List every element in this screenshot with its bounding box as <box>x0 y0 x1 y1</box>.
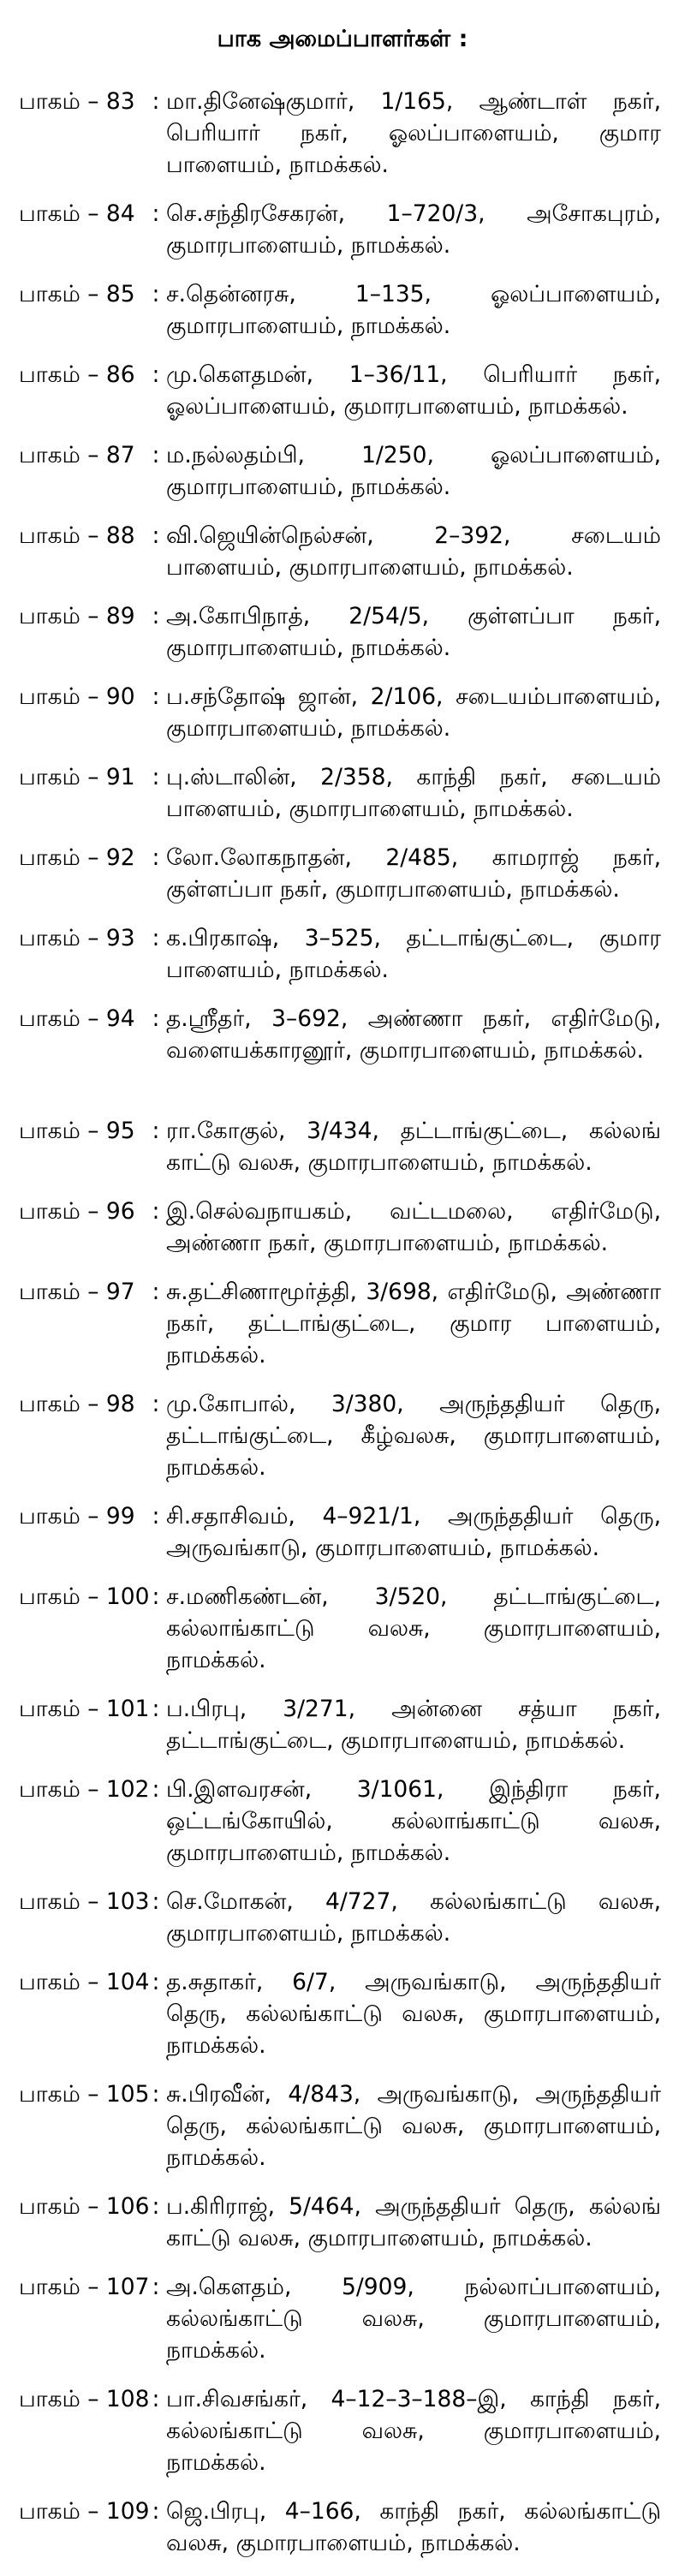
list-item <box>0 1276 685 1388</box>
part-number: பாகம் – 93 <box>19 925 135 951</box>
organizer-address: சி.சதாசிவம், 4–921/1, அருந்ததியர் தெரு, அருவங்காடு, குமாரபாளையம், நாமக்கல். <box>166 1503 661 1561</box>
list-item <box>0 1003 685 1115</box>
list-item <box>0 2271 685 2383</box>
list-item <box>0 1115 685 1196</box>
list-item <box>0 520 685 600</box>
separator-colon: : <box>152 1969 160 1995</box>
list-item <box>0 2078 685 2191</box>
organizer-address: செ.மோகன், 4/727, கல்லங்காட்டு வலசு, குமாரபாளையம், நாமக்கல். <box>166 1888 661 1947</box>
separator-colon: : <box>152 1198 160 1225</box>
part-number: பாகம் – 84 <box>19 200 135 227</box>
part-number: பாகம் – 102 <box>19 1776 150 1803</box>
list-item <box>0 761 685 842</box>
list-item <box>0 198 685 278</box>
organizer-address: சு.பிரவீன், 4/843, அருவங்காடு, அருந்ததியர் தெரு, கல்லங்காட்டு வலசு, குமாரபாளையம், நாமக்கல். <box>166 2081 661 2171</box>
organizer-address: வி.ஜெயின்நெல்சன், 2–392, சடையம் பாளையம், குமாரபாளையம், நாமக்கல். <box>166 522 661 581</box>
part-number: பாகம் – 103 <box>19 1888 150 1915</box>
page-heading: பாக அமைப்பாளர்கள் : <box>217 26 468 52</box>
list-item <box>0 1500 685 1581</box>
list-item <box>0 681 685 761</box>
organizer-address: சு.தட்சிணாமூர்த்தி, 3/698, எதிர்மேடு, அண்ணா நகர், தட்டாங்குட்டை, குமார பாளையம், நாமக்கல். <box>166 1279 661 1368</box>
organizer-address: அ.கோபிநாத், 2/54/5, குள்ளப்பா நகர், குமாரபாளையம், நாமக்கல். <box>166 603 661 661</box>
part-number: பாகம் – 91 <box>19 764 135 790</box>
separator-colon: : <box>152 1279 160 1305</box>
separator-colon: : <box>152 2193 160 2220</box>
part-number: பாகம் – 95 <box>19 1118 135 1144</box>
list-item <box>0 2496 685 2576</box>
separator-colon: : <box>152 1503 160 1530</box>
part-number: பாகம் – 92 <box>19 844 135 871</box>
list-item <box>0 278 685 359</box>
separator-colon: : <box>152 361 160 388</box>
list-item <box>0 1966 685 2078</box>
organizer-address: பா.சிவசங்கர், 4–12–3–188–இ, காந்தி நகர், கல்லங்காட்டு வலசு, குமாரபாளையம், நாமக்கல். <box>166 2386 661 2476</box>
organizer-address: அ.கௌதம், 5/909, நல்லாப்பாளையம், கல்லங்காட்டு வலசு, குமாரபாளையம், நாமக்கல். <box>166 2274 661 2364</box>
organizer-address: ஜெ.பிரபு, 4–166, காந்தி நகர், கல்லங்காட்டு வலசு, குமாரபாளையம், நாமக்கல். <box>166 2498 661 2556</box>
list-item <box>0 1693 685 1774</box>
part-number: பாகம் – 90 <box>19 683 135 710</box>
separator-colon: : <box>152 442 160 468</box>
part-number: பாகம் – 87 <box>19 442 135 468</box>
organizer-address: செ.சந்திரசேகரன், 1–720/3, அசோகபுரம், குமாரபாளையம், நாமக்கல். <box>166 200 661 259</box>
part-number: பாகம் – 99 <box>19 1503 135 1530</box>
separator-colon: : <box>152 1005 160 1032</box>
list-item <box>0 359 685 439</box>
organizer-address: த.சுதாகர், 6/7, அருவங்காடு, அருந்ததியர் தெரு, கல்லங்காட்டு வலசு, குமாரபாளையம், நாமக்கல். <box>166 1969 661 2059</box>
organizer-address: மா.தினேஷ்குமார், 1/165, ஆண்டாள் நகர், பெரியார் நகர், ஓலப்பாளையம், குமார பாளையம், நாமக்கல். <box>166 88 661 178</box>
separator-colon: : <box>152 281 160 307</box>
organizer-address: ப.கிரிராஜ், 5/464, அருந்ததியர் தெரு, கல்லங் காட்டு வலசு, குமாரபாளையம், நாமக்கல். <box>166 2193 661 2251</box>
separator-colon: : <box>152 1118 160 1144</box>
organizer-address: த.ஸ்ரீதர், 3–692, அண்ணா நகர், எதிர்மேடு, வளையக்காரனூர், குமாரபாளையம், நாமக்கல். <box>166 1005 661 1064</box>
separator-colon: : <box>152 925 160 951</box>
separator-colon: : <box>152 764 160 790</box>
list-item <box>0 1388 685 1500</box>
organizer-address: இ.செல்வநாயகம், வட்டமலை, எதிர்மேடு, அண்ணா நகர், குமாரபாளையம், நாமக்கல். <box>166 1198 661 1256</box>
separator-colon: : <box>152 2081 160 2108</box>
part-number: பாகம் – 97 <box>19 1279 135 1305</box>
part-number: பாகம் – 96 <box>19 1198 135 1225</box>
part-number: பாகம் – 88 <box>19 522 135 549</box>
organizer-address: ம.நல்லதம்பி, 1/250, ஓலப்பாளையம், குமாரபாளையம், நாமக்கல். <box>166 442 661 500</box>
organizer-address: மு.கோபால், 3/380, அருந்ததியர் தெரு, தட்டாங்குட்டை, கீழ்வலசு, குமாரபாளையம், நாமக்கல். <box>166 1391 661 1481</box>
separator-colon: : <box>152 1776 160 1803</box>
separator-colon: : <box>152 2274 160 2300</box>
part-number: பாகம் – 104 <box>19 1969 150 1995</box>
part-number: பாகம் – 86 <box>19 361 135 388</box>
organizer-address: ச.தென்னரசு, 1–135, ஓலப்பாளையம், குமாரபாளையம், நாமக்கல். <box>166 281 661 339</box>
organizer-address: லோ.லோகநாதன், 2/485, காமராஜ் நகர், குள்ளப்பா நகர், குமாரபாளையம், நாமக்கல். <box>166 844 661 903</box>
part-number: பாகம் – 89 <box>19 603 135 629</box>
list-item <box>0 86 685 198</box>
separator-colon: : <box>152 2498 160 2525</box>
part-number: பாகம் – 98 <box>19 1391 135 1417</box>
part-number: பாகம் – 109 <box>19 2498 150 2525</box>
part-number: பாகம் – 106 <box>19 2193 150 2220</box>
separator-colon: : <box>152 1888 160 1915</box>
list-item <box>0 2383 685 2496</box>
part-number: பாகம் – 105 <box>19 2081 150 2108</box>
organizer-address: ப.சந்தோஷ் ஜான், 2/106, சடையம்பாளையம், குமாரபாளையம், நாமக்கல். <box>166 683 661 742</box>
list-item <box>0 1581 685 1693</box>
separator-colon: : <box>152 1391 160 1417</box>
list-item <box>0 600 685 681</box>
part-organizer-list <box>0 86 685 2576</box>
organizer-address: பு.ஸ்டாலின், 2/358, காந்தி நகர், சடையம் பாளையம், குமாரபாளையம், நாமக்கல். <box>166 764 661 822</box>
part-number: பாகம் – 83 <box>19 88 135 115</box>
part-number: பாகம் – 107 <box>19 2274 150 2300</box>
part-number: பாகம் – 85 <box>19 281 135 307</box>
list-item <box>0 842 685 922</box>
organizer-address: மு.கௌதமன், 1–36/11, பெரியார் நகர், ஓலப்பாளையம், குமாரபாளையம், நாமக்கல். <box>166 361 661 420</box>
organizer-address: ரா.கோகுல், 3/434, தட்டாங்குட்டை, கல்லங் காட்டு வலசு, குமாரபாளையம், நாமக்கல். <box>166 1118 661 1176</box>
separator-colon: : <box>152 200 160 227</box>
separator-colon: : <box>152 603 160 629</box>
organizer-address: பி.இளவரசன், 3/1061, இந்திரா நகர், ஒட்டங்கோயில், கல்லாங்காட்டு வலசு, குமாரபாளையம், நாமக்கல். <box>166 1776 661 1866</box>
list-item <box>0 1774 685 1886</box>
part-number: பாகம் – 94 <box>19 1005 135 1032</box>
separator-colon: : <box>152 522 160 549</box>
separator-colon: : <box>152 1583 160 1610</box>
separator-colon: : <box>152 844 160 871</box>
list-item <box>0 1886 685 1966</box>
separator-colon: : <box>152 2386 160 2412</box>
list-item <box>0 922 685 1003</box>
separator-colon: : <box>152 1696 160 1722</box>
separator-colon: : <box>152 88 160 115</box>
organizer-address: ப.பிரபு, 3/271, அன்னை சத்யா நகர், தட்டாங்குட்டை, குமாரபாளையம், நாமக்கல். <box>166 1696 661 1754</box>
part-number: பாகம் – 101 <box>19 1696 150 1722</box>
separator-colon: : <box>152 683 160 710</box>
part-number: பாகம் – 108 <box>19 2386 150 2412</box>
list-item <box>0 1196 685 1276</box>
list-item <box>0 439 685 520</box>
list-item <box>0 2191 685 2271</box>
organizer-address: ச.மணிகண்டன், 3/520, தட்டாங்குட்டை, கல்லாங்காட்டு வலசு, குமாரபாளையம், நாமக்கல். <box>166 1583 661 1673</box>
organizer-address: க.பிரகாஷ், 3–525, தட்டாங்குட்டை, குமார பாளையம், நாமக்கல். <box>166 925 661 983</box>
part-number: பாகம் – 100 <box>19 1583 150 1610</box>
